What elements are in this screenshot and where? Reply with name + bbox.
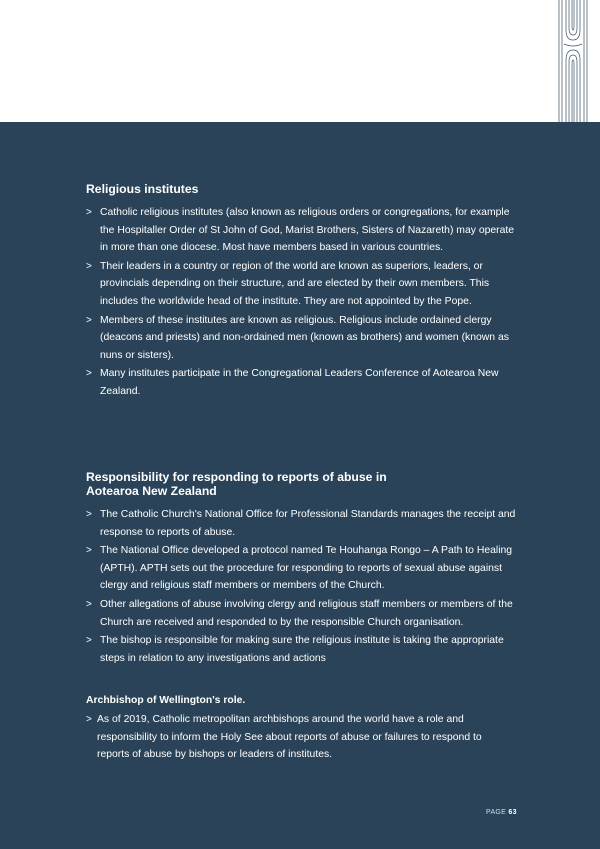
- archbishop-role-list: [86, 711, 512, 765]
- list-item: > Other allegations of abuse involving clergy and religious staff members or members of the Church are received and responded to by the responsible Church organisation.: [86, 596, 516, 631]
- chevron-right-icon: >: [86, 598, 92, 610]
- chevron-right-icon: >: [86, 314, 92, 326]
- chevron-right-icon: >: [86, 545, 92, 557]
- list-item: > Catholic religious institutes (also known as religious orders or congregations, for example the Hospitaller Order of St John of God, Marist Brothers, Sisters of Nazareth) may operate in more than one diocese. Most have members based in various countries.: [86, 204, 516, 257]
- subsection-title-archbishop: Archbishop of Wellington's role.: [86, 695, 246, 706]
- chevron-right-icon: >: [86, 260, 92, 272]
- maori-pattern-decoration: [556, 0, 590, 122]
- section-title-religious-institutes: Religious institutes: [86, 182, 199, 196]
- page-header-band: [0, 0, 600, 122]
- chevron-right-icon: >: [86, 635, 92, 647]
- religious-institutes-list: [86, 204, 516, 402]
- chevron-right-icon: >: [86, 509, 92, 520]
- responsibility-list: [86, 506, 516, 668]
- list-item: > Their leaders in a country or region of the world are known as superiors, leaders, or provincials depending on their structure, and are elected by their own members. This includes the worldwide head of the institute. They are not appointed by the Pope.: [86, 258, 516, 311]
- list-item: > Many institutes participate in the Congregational Leaders Conference of Aotearoa New Zealand.: [86, 365, 516, 400]
- list-item: > The National Office developed a protocol named Te Houhanga Rongo – A Path to Healing (APTH). APTH sets out the procedure for responding to reports of sexual abuse against clergy and religious staff members or members of the Church.: [86, 542, 516, 595]
- list-item: > The Catholic Church's National Office for Professional Standards manages the receipt and response to reports of abuse.: [86, 506, 516, 541]
- chevron-right-icon: >: [86, 368, 92, 380]
- chevron-right-icon: >: [86, 207, 92, 218]
- list-item: > The bishop is responsible for making sure the religious institute is taking the appropriate steps in relation to any investigations and actions: [86, 632, 516, 667]
- page-number: PAGE 63: [486, 809, 517, 816]
- list-item: > As of 2019, Catholic metropolitan archbishops around the world have a role and responsibility to inform the Holy See about reports of abuse or failures to respond to reports of abuse by bishops or leaders of institutes.: [86, 711, 512, 764]
- section-title-responsibility: Responsibility for responding to reports of abuse in Aotearoa New Zealand: [86, 470, 387, 498]
- list-item: > Members of these institutes are known as religious. Religious include ordained clergy (deacons and priests) and non-ordained men (known as brothers) and women (known as nuns or sisters).: [86, 312, 516, 365]
- chevron-right-icon: >: [86, 714, 92, 725]
